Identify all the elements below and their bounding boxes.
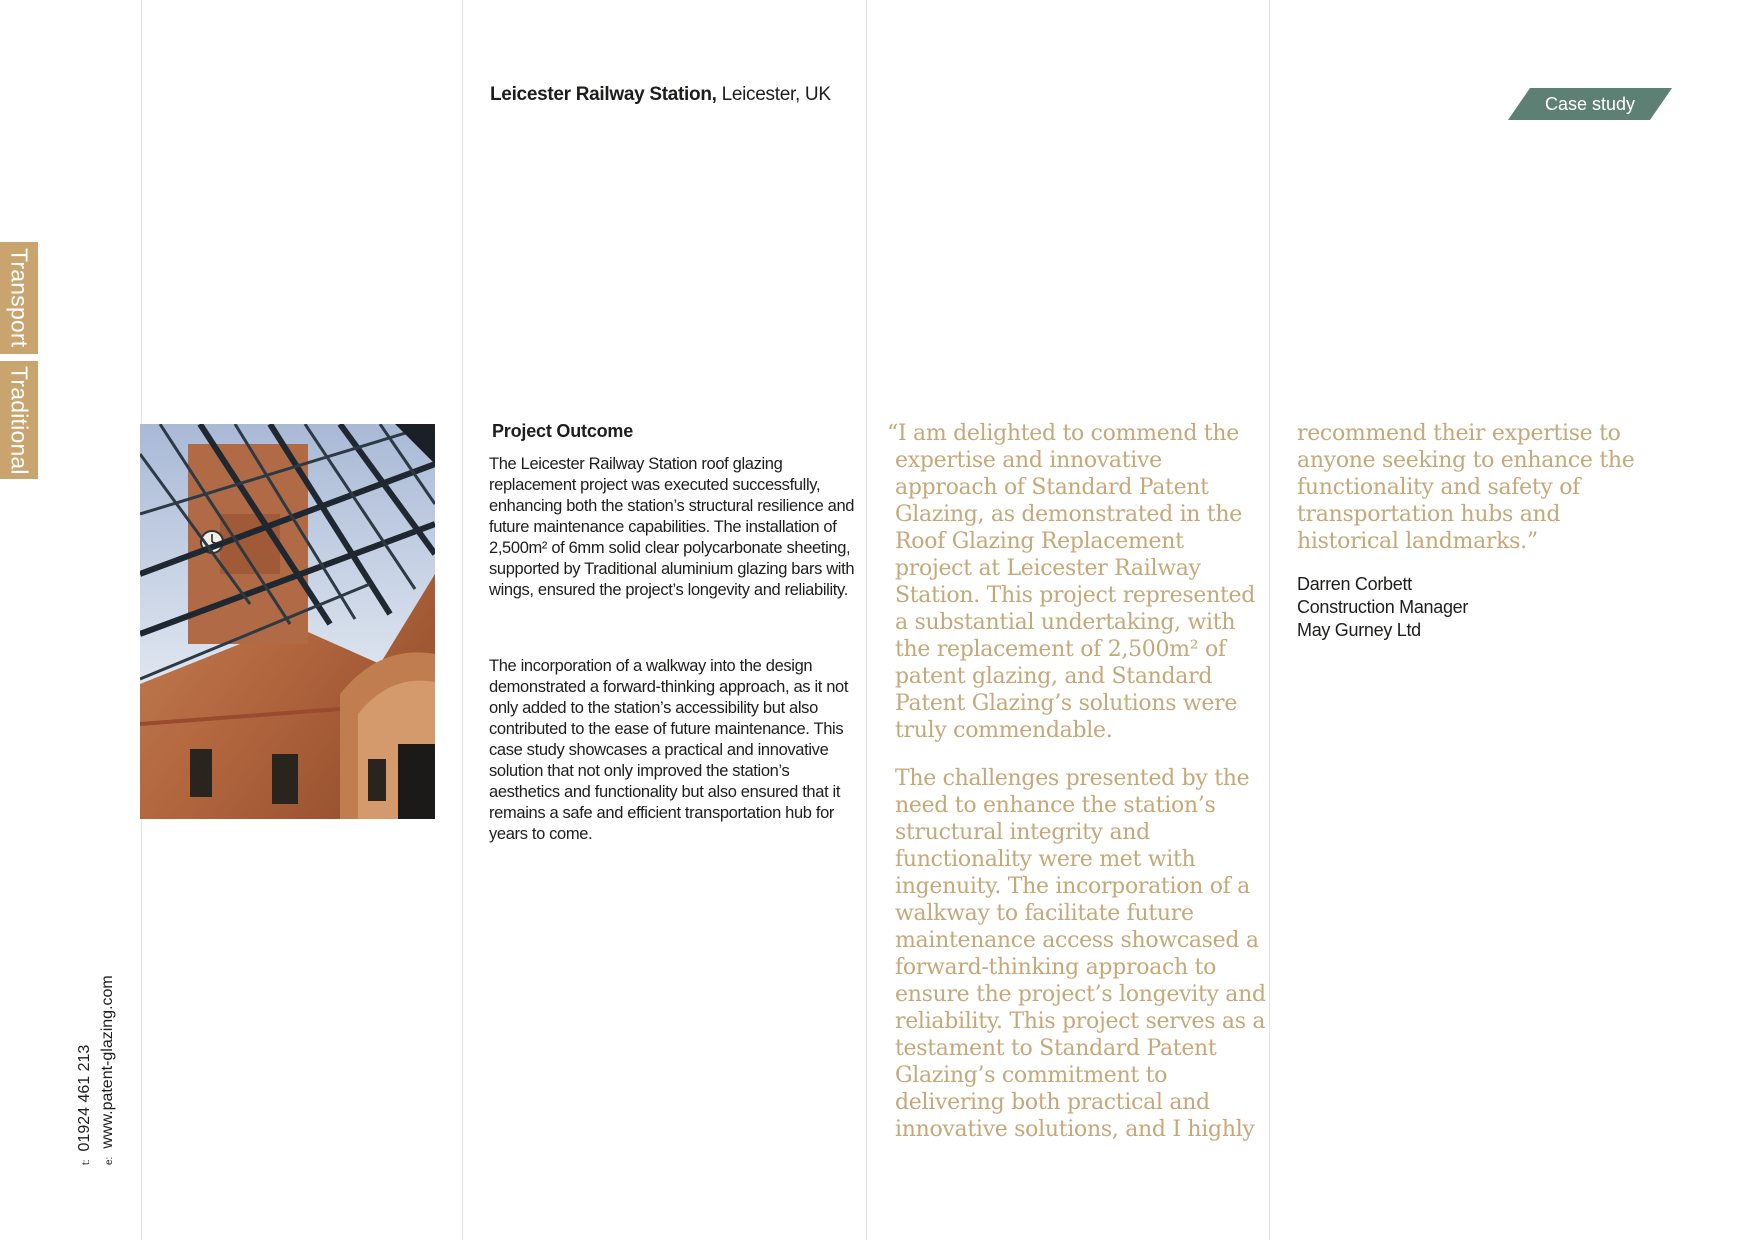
project-location: Leicester, UK (716, 84, 831, 105)
attribution-role: Construction Manager (1297, 597, 1469, 617)
outcome-paragraph-2: The incorporation of a walkway into the design demonstrated a forward-thinking approach, as it not only added to the station’s accessibility but also contributed to the ease of future maintenance. This case study showcases a practical and innovative solution that not only improved the station’s aesthetics and functionality but also ensured that it remains a safe and efficient transportation hub for years to come. (489, 657, 849, 843)
column-divider (462, 0, 463, 1240)
testimonial-quote-part-1: “I am delighted to commend the expertise and innovative approach of Standard Patent Glazing, as demonstrated in the Roof Glazing Replacement project at Leicester Railway Station. This project represented a substantial undertaking, with the replacement of 2,500m² of patent glazing, and Standard Patent Glazing’s solutions were truly commendable. (887, 421, 1255, 743)
tab-transport-label: Transport (6, 248, 33, 348)
web-line: e:www.patent-glazing.com (99, 975, 116, 1165)
column-divider (866, 0, 867, 1240)
tab-transport[interactable] (0, 242, 38, 354)
testimonial-quote-part-3: recommend their expertise to anyone seeking to enhance the functionality and safety of transportation hubs and historical landmarks.” (1297, 421, 1635, 554)
outcome-paragraph-1: The Leicester Railway Station roof glazing replacement project was executed successfully, enhancing both the station’s structural resilience and future maintenance capabilities. The installation of 2,500m² of 6mm solid clear polycarbonate sheeting, supported by Traditional aluminium glazing bars with wings, ensured the project’s longevity and reliability. (489, 455, 855, 599)
section-heading: Project Outcome (492, 421, 634, 441)
station-roof-photo (140, 424, 435, 819)
project-name: Leicester Railway Station, (490, 84, 717, 105)
testimonial-quote-part-2: The challenges presented by the need to enhance the station’s structural integrity and functionality were met with ingenuity. The incorporation of a walkway to facilitate future maintenance access showcased a forward-thinking approach to ensure the project’s longevity and reliability. This project serves as a testament to Standard Patent Glazing’s commitment to delivering both practical and innovative solutions, and I highly (895, 766, 1266, 1142)
phone-line: t:01924 461 213 (76, 1044, 93, 1165)
badge-label: Case study (1544, 94, 1636, 114)
tab-traditional[interactable] (0, 361, 38, 479)
attribution-name: Darren Corbett (1297, 574, 1412, 594)
website-link[interactable]: www.patent-glazing.com (99, 975, 116, 1149)
column-divider (1269, 0, 1270, 1240)
attribution-company: May Gurney Ltd (1297, 620, 1421, 640)
quote-attribution (1297, 573, 1468, 642)
contact-details (74, 955, 134, 1165)
phone-number: 01924 461 213 (76, 1044, 93, 1152)
case-study-badge (1508, 88, 1672, 120)
tab-traditional-label: Traditional (6, 365, 33, 475)
page-title (490, 84, 831, 106)
